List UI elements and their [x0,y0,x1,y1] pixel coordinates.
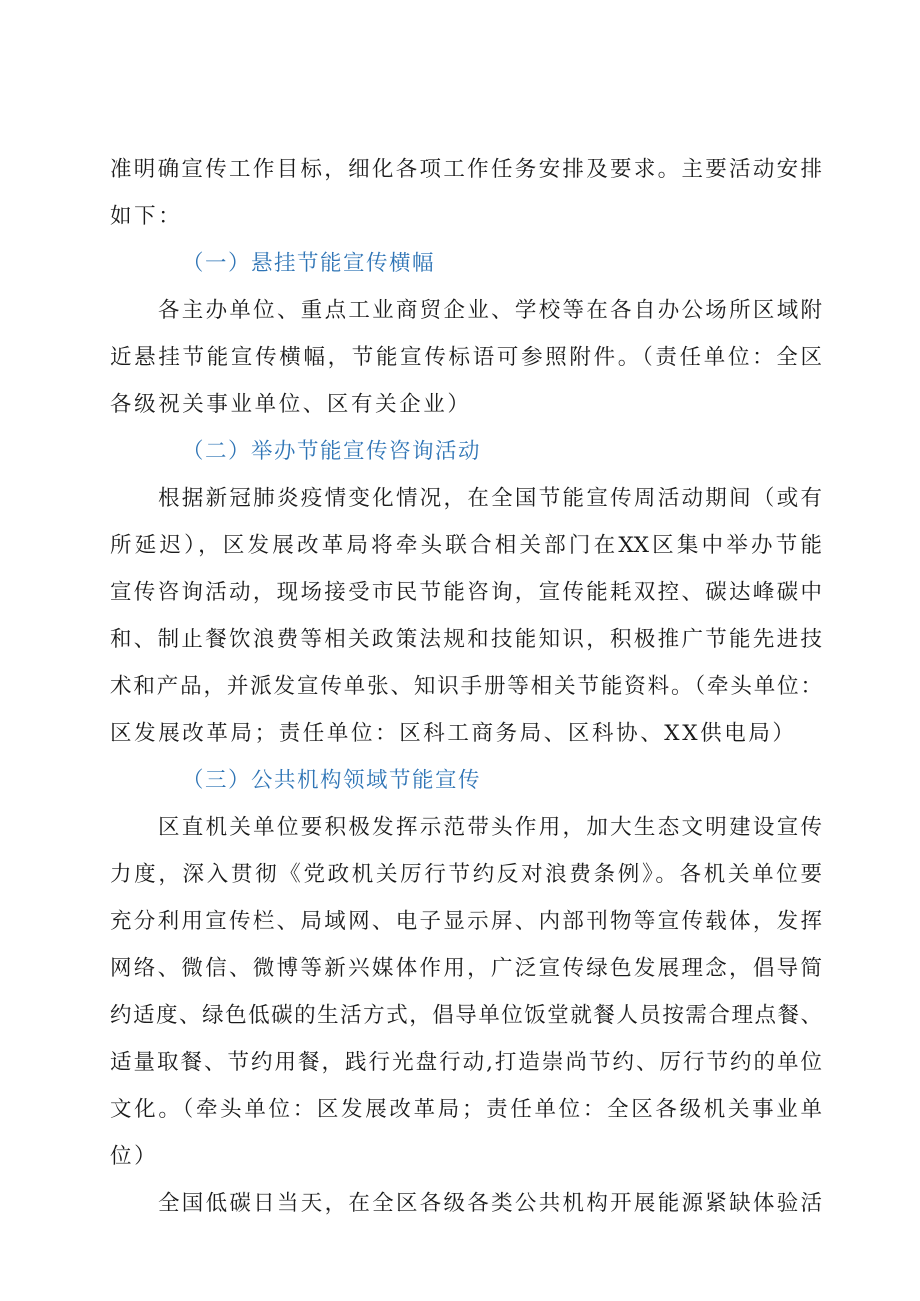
text-line: 各主办单位、重点工业商贸企业、学校等在各自办公场所区域附 [158,298,822,323]
text-line: 区直机关单位要积极发挥示范带头作用，加大生态文明建设宣传 [158,815,822,840]
text-line: 根据新冠肺炎疫情变化情况，在全国节能宣传周活动期间（或有 [158,486,822,511]
text-line: 各级祝关事业单位、区有关企业） [110,392,472,417]
text-line: 文化。（牵头单位：区发展改革局；责任单位：全区各级机关事业单 [110,1097,822,1122]
text-line: 约适度、绿色低碳的生活方式，倡导单位饭堂就餐人员按需合理点餐、 [110,1003,822,1028]
text-line: 区发展改革局；责任单位：区科工商务局、区科协、XX供电局） [110,721,797,746]
text-line: 宣传咨询活动，现场接受市民节能咨询，宣传能耗双控、碳达峰碳中 [110,580,822,605]
text-line: 充分利用宣传栏、局域网、电子显示屏、内部刊物等宣传载体，发挥 [110,909,822,934]
text-line: 术和产品，并派发宣传单张、知识手册等相关节能资料。（牵头单位： [110,674,822,699]
text-line: 网络、微信、微博等新兴媒体作用，广泛宣传绿色发展理念，倡导简 [110,956,822,981]
document-page [110,146,822,1227]
text-line: 全国低碳日当天，在全区各级各类公共机构开展能源紧缺体验活 [158,1191,822,1216]
text-line: 近悬挂节能宣传横幅，节能宣传标语可参照附件。（责任单位：全区 [110,345,822,370]
section-heading-2: （二）举办节能宣传咨询活动 [182,439,482,464]
text-line: 和、制止餐饮浪费等相关政策法规和技能知识，积极推广节能先进技 [110,627,822,652]
text-line: 准明确宣传工作目标，细化各项工作任务安排及要求。主要活动安排 [110,157,822,182]
text-line: 所延迟），区发展改革局将牵头联合相关部门在XX区集中举办节能 [110,533,822,558]
text-line: 位） [110,1144,159,1169]
section-heading-1: （一）悬挂节能宣传横幅 [182,251,436,276]
section-heading-3: （三）公共机构领域节能宣传 [182,768,482,793]
text-line: 力度，深入贯彻《党政机关厉行节约反对浪费条例》。各机关单位要 [110,862,822,887]
text-line: 适量取餐、节约用餐，践行光盘行动,打造崇尚节约、厉行节约的单位 [110,1050,822,1075]
text-line: 如下： [110,204,183,229]
